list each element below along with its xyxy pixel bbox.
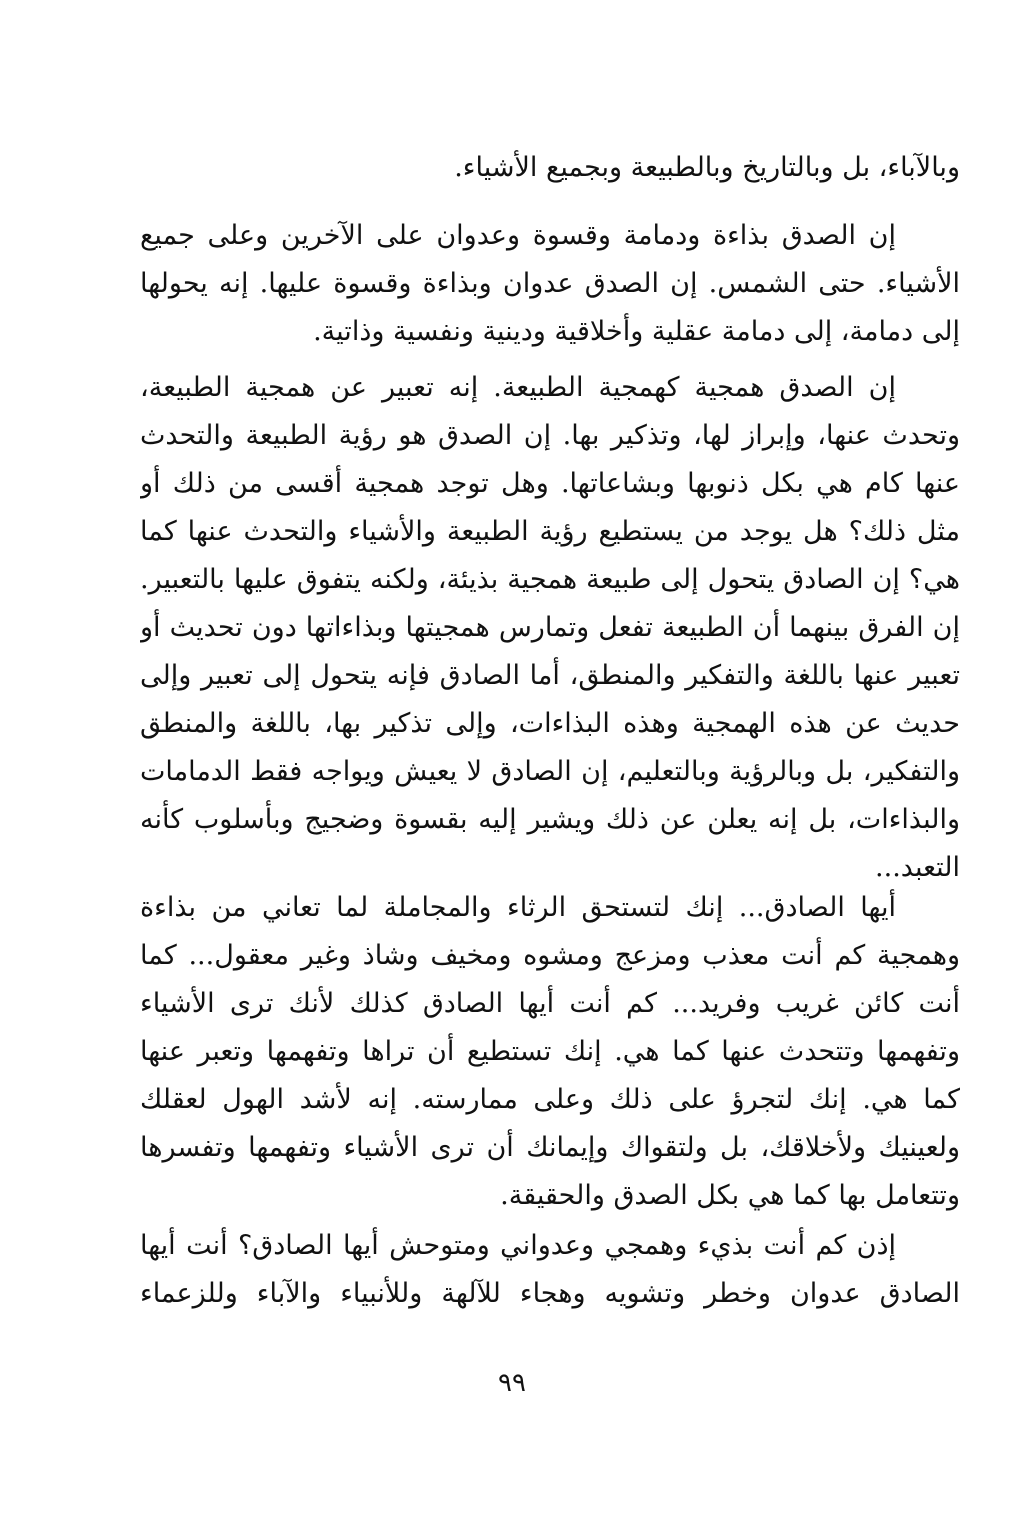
paragraph-3 [140,364,960,892]
text-line: إن الفرق بينهما أن الطبيعة تفعل وتمارس همجيتها وبذاءاتها دون تحديث أو [140,612,960,643]
text-line: إن الصدق همجية كهمجية الطبيعة. إنه تعبير عن همجية الطبيعة، [140,372,896,403]
paragraph-4 [140,884,960,1220]
text-line: أيها الصادق... إنك لتستحق الرثاء والمجاملة لما تعاني من بذاءة [140,892,896,923]
text-line: إلى دمامة، إلى دمامة عقلية وأخلاقية ودينية ونفسية وذاتية. [313,316,960,347]
text-line: الصادق عدوان وخطر وتشويه وهجاء للآلهة وللأنبياء والآباء وللزعماء [140,1278,960,1309]
text-line: إذن كم أنت بذيء وهمجي وعدواني ومتوحش أيها الصادق؟ أنت أيها [140,1230,896,1261]
text-line: عنها كام هي بكل ذنوبها وبشاعاتها. وهل توجد همجية أقسى من ذلك أو [140,468,960,499]
text-line: وهمجية كم أنت معذب ومزعج ومشوه ومخيف وشاذ وغير معقول... كما [140,940,960,971]
text-line: وتفهمها وتتحدث عنها كما هي. إنك تستطيع أن تراها وتفهمها وتعبر عنها [140,1036,960,1067]
text-line: إن الصدق بذاءة ودمامة وقسوة وعدوان على الآخرين وعلى جميع [140,220,896,251]
page-number: ٩٩ [498,1368,526,1398]
text-line: الأشياء. حتى الشمس. إن الصدق عدوان وبذاءة وقسوة عليها. إنه يحولها [140,268,960,299]
text-line: ولعينيك ولأخلاقك، بل ولتقواك وإيمانك أن ترى الأشياء وتفهمها وتفسرها [140,1132,960,1163]
paragraph-5 [140,1222,960,1318]
text-line: هي؟ إن الصادق يتحول إلى طبيعة همجية بذيئة، ولكنه يتفوق عليها بالتعبير. [140,564,960,595]
text-line: مثل ذلك؟ هل يوجد من يستطيع رؤية الطبيعة والأشياء والتحدث عنها كما [140,516,960,547]
text-line: التعبد... [875,852,960,883]
text-line: وتحدث عنها، وإبراز لها، وتذكير بها. إن الصدق هو رؤية الطبيعة والتحدث [140,420,960,451]
text-line: وبالآباء، بل وبالتاريخ وبالطبيعة وبجميع الأشياء. [454,152,960,183]
paragraph-2 [140,212,960,356]
text-line: وتتعامل بها كما هي بكل الصدق والحقيقة. [500,1180,960,1211]
text-line: كما هي. إنك لتجرؤ على ذلك وعلى ممارسته. إنه لأشد الهول لعقلك [140,1084,960,1115]
text-line: أنت كائن غريب وفريد... كم أنت أيها الصادق كذلك لأنك ترى الأشياء [140,988,960,1019]
text-line: والبذاءات، بل إنه يعلن عن ذلك ويشير إليه بقسوة وضجيج وبأسلوب كأنه [140,804,960,835]
text-line: والتفكير، بل وبالرؤية وبالتعليم، إن الصادق لا يعيش ويواجه فقط الدمامات [140,756,960,787]
text-line: حديث عن هذه الهمجية وهذه البذاءات، وإلى تذكير بها، باللغة والمنطق [140,708,960,739]
text-line: تعبير عنها باللغة والتفكير والمنطق، أما الصادق فإنه يتحول إلى تعبير وإلى [140,660,960,691]
paragraph-1 [140,144,960,192]
